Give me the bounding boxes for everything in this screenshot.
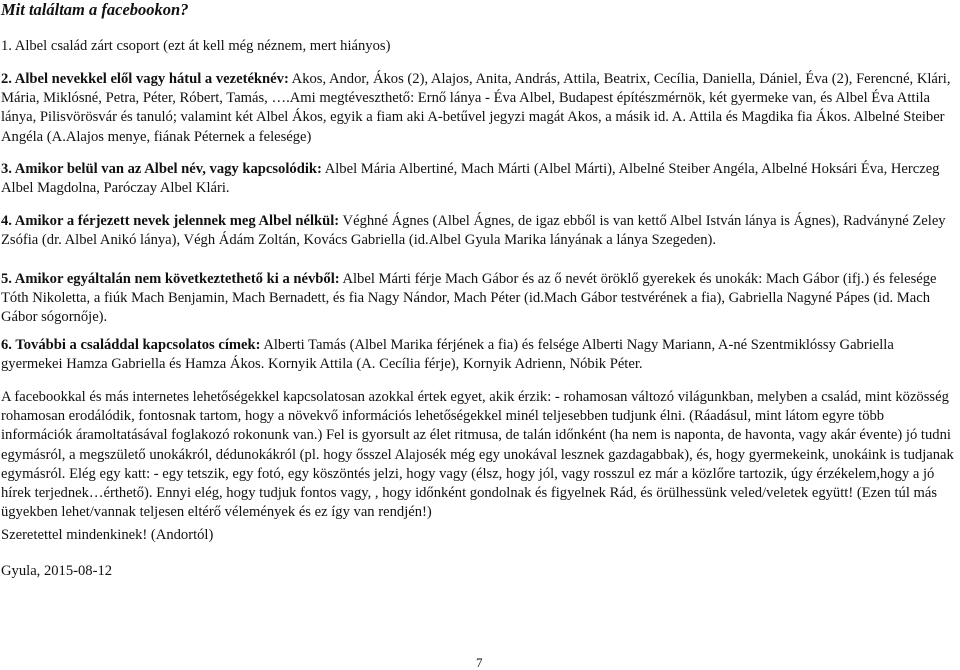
list-item-5-heading: 5. Amikor egyáltalán nem következtethető ki a névből: bbox=[1, 271, 340, 287]
list-item-3-heading: 3. Amikor belül van az Albel név, vagy kapcsolódik: bbox=[1, 161, 322, 177]
list-item-3-text: Albel Mária Albertiné, Mach Márti (Albel Márti), Albelné Steiber Angéla, Albelné Hoksári Éva, Herczeg Albel Magdolna, Paróczay Albel Klári. bbox=[1, 161, 940, 197]
list-item-4-text: Véghné Ágnes (Albel Ágnes, de igaz ebből is van kettő Albel István lánya is Ágnes), Radványné Zeley Zsófia (dr. Albel Anikó lánya), Végh Ádám Zoltán, Kovács Gabriella (id.Albel Gyula Marika lányának a lánya Szegeden). bbox=[1, 213, 946, 249]
list-item-6-text: Alberti Tamás (Albel Marika férjének a fia) és felsége Alberti Nagy Mariann, A-né Szentmiklóssy Gabriella gyermekei Hamza Gabriella és Hamza Ákos. Kornyik Attila (A. Cecília férje), Kornyik Adrienn, Nóbik Péter. bbox=[1, 337, 894, 373]
list-item-5-text: Albel Márti férje Mach Gábor és az ő nevét öröklő gyerekek és unokák: Mach Gábor (ifj.) és felesége Tóth Nikoletta, a fiúk Mach Benjamin, Mach Bernadett, és fia Nagy Nándor, Mach Péter (id.Mach Gábor testvérének a fia), Gabriella Nagyné Pápes (id. Mach Gábor sógornője). bbox=[1, 271, 937, 326]
list-item-6-heading: 6. További a családdal kapcsolatos címek: bbox=[1, 337, 261, 353]
list-item-2-text: Akos, Andor, Ákos (2), Alajos, Anita, András, Attila, Beatrix, Cecília, Daniella, Dániel, Éva (2), Ferencné, Klári, Mária, Miklósné, Petra, Péter, Róbert, Tamás, ….Ami megtéveszthető: Ernő lánya - Éva Albel, Budapest építészmérnök, két gyermeke van, és Albel Éva Attila lánya, Pilisvörösvár és tanuló; valamint két Albel Ákos, egyik a fiam aki A-betűvel jegyzi magát Akos, a másik id. A. Attila és Magdika fia Ákos. Albelné Steiber Angéla (A.Alajos menye, fiának Péternek a felesége) bbox=[1, 71, 951, 145]
list-item-4-heading: 4. Amikor a férjezett nevek jelennek meg Albel nélkül: bbox=[1, 213, 340, 229]
list-item-4 bbox=[1, 212, 956, 250]
page-title: Mit találtam a facebookon? bbox=[1, 0, 189, 19]
list-item-5 bbox=[1, 270, 956, 328]
list-item-1: 1. Albel család zárt csoport (ezt át kell még néznem, mert hiányos) bbox=[1, 38, 391, 54]
list-item-3 bbox=[1, 160, 956, 198]
date-line: Gyula, 2015-08-12 bbox=[1, 563, 113, 579]
body-paragraph: A facebookkal és más internetes lehetőségekkel kapcsolatosan azokkal értek egyet, akik érzik: - rohamosan változó világunkban, melyben a család, mint közösség rohamosan erodálódik, fontosnak tartom, hogy a növekvő információs lehetőségekkel minél teljesebben tudjunk élni. (Ráadásul, mint látom egyre több információk áramoltatásával foglakozó rokonunk van.) Fel is gyorsult az élet ritmusa, de talán időnként (ha nem is naponta, de havonta, vagy akár évente) jó tudni egymásról, a megszülető unokákról, dédunokákról (pl. hogy ősszel Alajosék még egy unokával lesznek gazdagabbak), és, hogy gyermekeink, unokáink is tudjanak egymásról. Elég egy katt: - egy tetszik, egy fotó, egy köszöntés jelzi, hogy vagy (élsz, hogy jól, vagy rosszul ez már a közlőre tartozik, úgy érzékelem,hogy a jó hírek terjednek…érthető). Ennyi elég, hogy tudjuk fontos vagy, , hogy időnként gondolnak és figyelnek Rád, és örülhessünk veled/veletek együtt! (Ezen túl más ügyekben lehet/vannak teljesen eltérő vélemények és ez így van rendjén!) bbox=[1, 389, 954, 521]
list-item-2-heading: 2. Albel nevekkel elől vagy hátul a vezetéknév: bbox=[1, 71, 289, 87]
list-item-6 bbox=[1, 336, 956, 374]
list-item-2 bbox=[1, 70, 956, 147]
page-number: 7 bbox=[476, 655, 483, 670]
closing-line: Szeretettel mindenkinek! (Andortól) bbox=[1, 527, 214, 543]
